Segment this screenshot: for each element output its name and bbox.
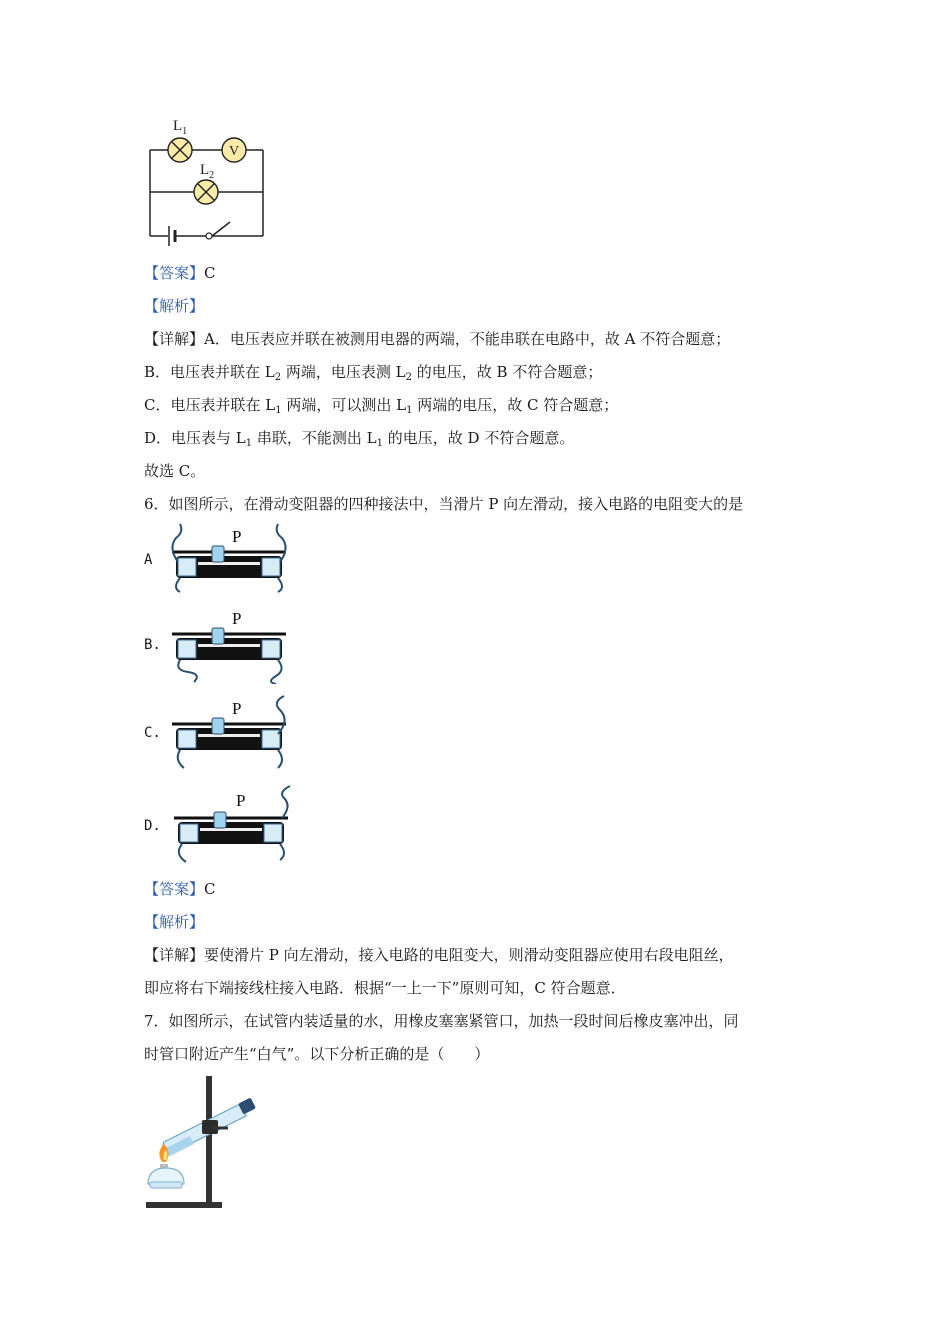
q5-detail-d: D．电压表与 $L_1$ 串联，不能测出 $L_1$ 的电压，故 D 不符合题意。 bbox=[144, 429, 575, 449]
circuit-diagram bbox=[140, 108, 275, 246]
q5-detail-c: C．电压表并联在 $L_1$ 两端，可以测出 $L_1$ 两端的电压，故 C 符合题意； bbox=[144, 396, 619, 416]
svg-text:V: V bbox=[228, 144, 240, 159]
q7-question-line-1: 7．如图所示，在试管内装适量的水，用橡皮塞塞紧管口，加热一段时间后橡皮塞冲出，同 bbox=[144, 1012, 739, 1030]
lamp-l2 bbox=[194, 180, 218, 204]
q5-analysis-tag: 【解析】 bbox=[144, 297, 205, 315]
rheostat-c bbox=[166, 694, 296, 770]
q6-answer: 【答案】C bbox=[144, 880, 216, 898]
lamp-l1 bbox=[168, 138, 192, 162]
rheostat-b bbox=[166, 604, 296, 684]
q5-conclusion: 故选 C。 bbox=[144, 462, 206, 480]
q5-detail-b: B．电压表并联在 $L_2$ 两端，电压表测 $L_2$ 的电压，故 B 不符合题意； bbox=[144, 363, 603, 383]
voltmeter bbox=[222, 138, 246, 162]
q5-answer: 【答案】C bbox=[144, 264, 216, 282]
q5-detail-a: 【详解】A．电压表应并联在被测用电器的两端，不能串联在电路中，故 A 不符合题意； bbox=[144, 330, 731, 348]
svg-text:P: P bbox=[232, 699, 242, 718]
test-tube-apparatus bbox=[144, 1072, 264, 1212]
q6-option-d-label: D. bbox=[144, 818, 161, 834]
switch bbox=[206, 233, 212, 239]
l2-label: $L_2$ bbox=[200, 162, 215, 181]
q7-question-line-2: 时管口附近产生“白气”。以下分析正确的是（ ） bbox=[144, 1045, 490, 1063]
q6-option-c-label: C. bbox=[144, 725, 161, 741]
q6-question: 6．如图所示，在滑动变阻器的四种接法中，当滑片 P 向左滑动，接入电路的电阻变大的是 bbox=[144, 495, 744, 513]
svg-text:P: P bbox=[236, 791, 246, 810]
q6-option-b-label: B. bbox=[144, 637, 161, 653]
rheostat-a bbox=[166, 522, 296, 594]
q6-detail-2: 即应将右下端接线柱接入电路．根据“一上一下”原则可知，C 符合题意． bbox=[144, 979, 626, 997]
rheostat-d bbox=[166, 784, 298, 864]
q6-option-a-label: A bbox=[144, 552, 153, 568]
l1-label: $L_1$ bbox=[173, 118, 188, 137]
svg-text:P: P bbox=[232, 609, 242, 628]
svg-text:P: P bbox=[232, 527, 242, 546]
q6-detail-1: 【详解】要使滑片 P 向左滑动，接入电路的电阻变大，则滑动变阻器应使用右段电阻丝， bbox=[144, 946, 734, 964]
battery bbox=[169, 226, 175, 246]
q6-analysis-tag: 【解析】 bbox=[144, 913, 205, 931]
